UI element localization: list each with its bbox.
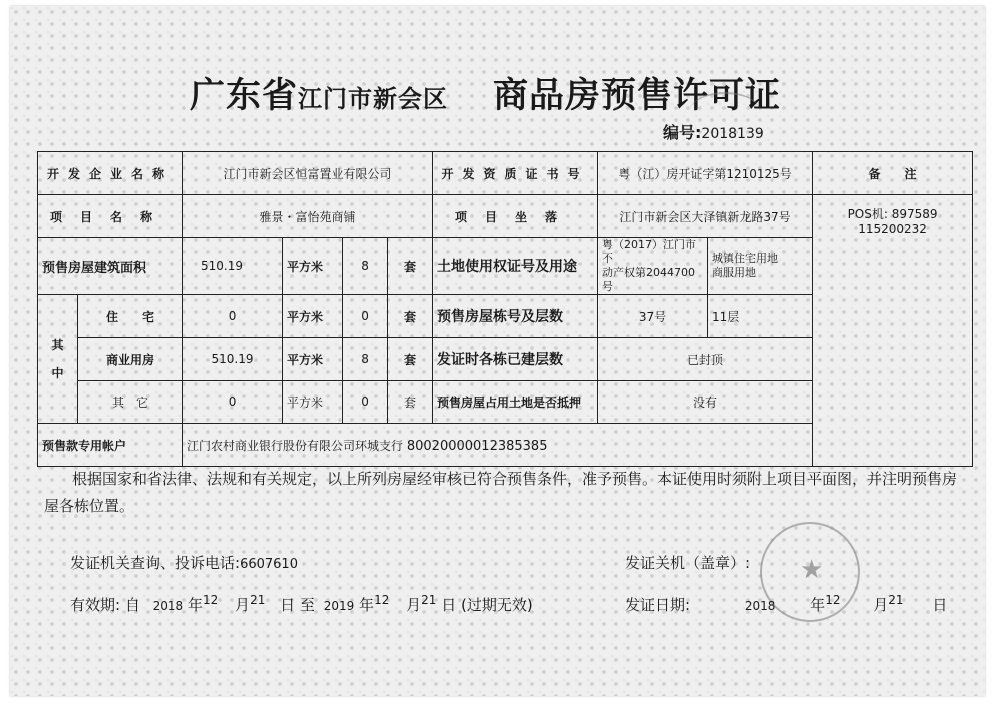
built-floors-value: 已封顶 bbox=[598, 338, 813, 381]
issue-year: 2018 bbox=[744, 599, 776, 613]
other-sets-unit: 套 bbox=[388, 381, 433, 424]
complaint-phone bbox=[70, 552, 298, 573]
commercial-sets-unit: 套 bbox=[388, 338, 433, 381]
residential-sets-unit: 套 bbox=[388, 295, 433, 338]
floor-count: 11层 bbox=[708, 295, 813, 338]
residential-area-unit: 平方米 bbox=[283, 295, 343, 338]
land-cert-value: 粤（2017）江门市不 动产权第2044700号 bbox=[598, 238, 708, 295]
location-value: 江门市新会区大泽镇新龙路37号 bbox=[598, 195, 813, 238]
issue-date: 发证日期: 2018 年$^{12}$ 月$^{21}$ 日 bbox=[625, 593, 948, 614]
project-name-value: 雅景・富怡苑商铺 bbox=[183, 195, 433, 238]
other-area: 0 bbox=[183, 381, 283, 424]
qualification-value: 粤（江）房开证字第1210125号 bbox=[598, 152, 813, 195]
land-cert-label: 土地使用权证号及用途 bbox=[433, 238, 598, 295]
title-province: 广东省 bbox=[190, 76, 299, 116]
phone-label: 发证机关查询、投诉电话: bbox=[70, 554, 241, 572]
end-month: 12 bbox=[374, 593, 390, 607]
serial-value: 2018139 bbox=[701, 126, 764, 142]
issue-month: 12 bbox=[825, 593, 841, 607]
commercial-label: 商业用房 bbox=[78, 338, 183, 381]
presale-sets-unit: 套 bbox=[388, 238, 433, 295]
commercial-area: 510.19 bbox=[183, 338, 283, 381]
pos-terminal-info: POS机: 897589 115200232 bbox=[847, 207, 938, 236]
validity-period: 有效期: 自 2018 年$^{12}$ 月$^{21}$ 日 至 2019 年$^{12}$ 月$^{21}$ 日 (过期无效) bbox=[70, 593, 533, 614]
phone-value: 6607610 bbox=[240, 557, 298, 572]
issue-date-label: 发证日期: bbox=[625, 596, 691, 614]
row-account bbox=[38, 424, 973, 467]
account-label: 预售款专用帐户 bbox=[38, 424, 183, 467]
developer-value: 江门市新会区恒富置业有限公司 bbox=[183, 152, 433, 195]
building-number: 37号 bbox=[598, 295, 708, 338]
residential-area: 0 bbox=[183, 295, 283, 338]
land-use-value: 城镇住宅用地 商服用地 bbox=[708, 238, 813, 295]
built-floors-label: 发证时各栋已建层数 bbox=[433, 338, 598, 381]
valid-label: 有效期: bbox=[70, 596, 121, 614]
start-day: 21 bbox=[250, 593, 266, 607]
approval-statement: 根据国家和省法律、法规和有关规定，以上所列房屋经审核已符合预售条件，准予预售。本证使用时须附上项目平面图，并注明预售房屋各栋位置。 bbox=[44, 470, 958, 515]
remark-label: 备 注 bbox=[813, 152, 973, 195]
serial-number bbox=[663, 120, 764, 143]
row-project bbox=[38, 195, 973, 238]
account-value bbox=[183, 424, 973, 467]
seal-star-icon: ★ bbox=[800, 555, 824, 585]
commercial-sets: 8 bbox=[343, 338, 388, 381]
other-label: 其 它 bbox=[78, 381, 183, 424]
end-year: 2019 bbox=[323, 599, 355, 613]
serial-label: 编号: bbox=[663, 123, 702, 142]
permit-table bbox=[37, 151, 973, 467]
account-bank: 江门农村商业银行股份有限公司环城支行 bbox=[187, 438, 404, 453]
presale-area-unit: 平方米 bbox=[283, 238, 343, 295]
end-day: 21 bbox=[421, 593, 437, 607]
presale-sets: 8 bbox=[343, 238, 388, 295]
location-label: 项目坐落 bbox=[433, 195, 598, 238]
issue-day: 21 bbox=[888, 593, 904, 607]
developer-label: 开发企业名称 bbox=[38, 152, 183, 195]
residential-sets: 0 bbox=[343, 295, 388, 338]
account-number: 80020000012385385 bbox=[406, 438, 548, 454]
presale-area-value: 510.19 bbox=[183, 238, 283, 295]
other-sets: 0 bbox=[343, 381, 388, 424]
residential-label: 住 宅 bbox=[78, 295, 183, 338]
building-floor-label: 预售房屋栋号及层数 bbox=[433, 295, 598, 338]
start-month: 12 bbox=[202, 593, 219, 607]
issuing-authority: 发证关机（盖章）: bbox=[625, 554, 751, 572]
other-area-unit: 平方米 bbox=[283, 381, 343, 424]
project-name-label: 项目名称 bbox=[38, 195, 183, 238]
mortgage-label: 预售房屋占用土地是否抵押 bbox=[433, 381, 598, 424]
commercial-area-unit: 平方米 bbox=[283, 338, 343, 381]
presale-area-label: 预售房屋建筑面积 bbox=[38, 238, 183, 295]
title-district: 江门市新会区 bbox=[298, 85, 449, 113]
qizhong-label: 其 中 bbox=[38, 295, 78, 424]
title-certificate-name: 商品房预售许可证 bbox=[493, 76, 782, 116]
qualification-label: 开发资质证书号 bbox=[433, 152, 598, 195]
expired-note: (过期无效) bbox=[461, 596, 533, 614]
start-year: 2018 bbox=[152, 599, 184, 613]
mortgage-value: 没有 bbox=[598, 381, 813, 424]
row-developer bbox=[38, 152, 973, 195]
